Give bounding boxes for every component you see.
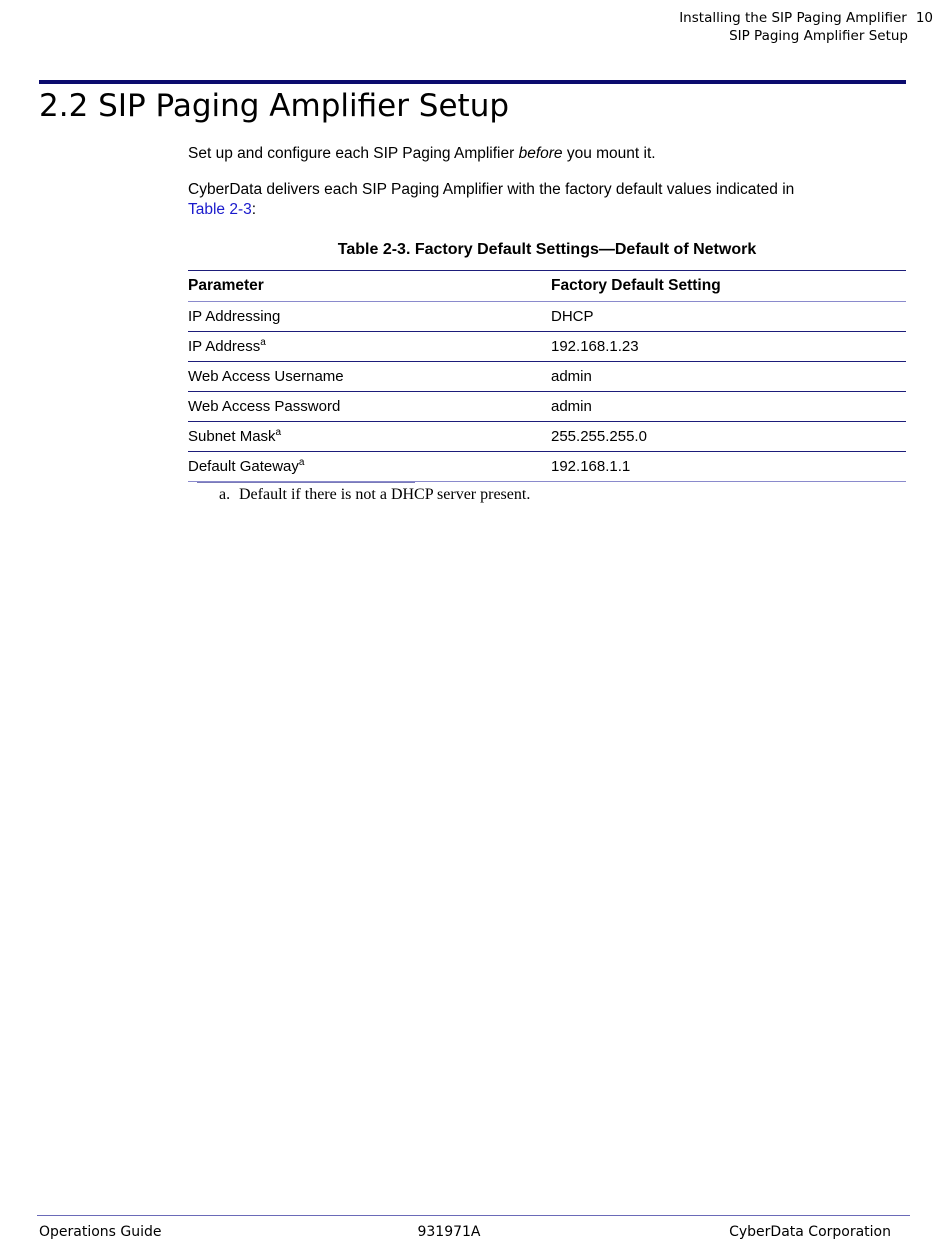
- header-section: SIP Paging Amplifier Setup: [729, 28, 908, 44]
- footer-right: CyberData Corporation: [729, 1224, 891, 1240]
- parameter-cell: [188, 422, 551, 452]
- default-value-cell: 255.255.255.0: [551, 422, 906, 452]
- footnote-mark: a.: [219, 486, 231, 503]
- footer-left: Operations Guide: [39, 1224, 162, 1240]
- parameter-name: Web Access Password: [188, 398, 341, 415]
- parameter-cell: [188, 392, 551, 422]
- top-rule: [39, 80, 906, 84]
- paragraph-1-end: you mount it.: [562, 145, 656, 162]
- parameter-name: Web Access Username: [188, 368, 344, 385]
- paragraph-2: [188, 180, 906, 220]
- paragraph-2-text: CyberData delivers each SIP Paging Amplifier with the factory default values indicated in: [188, 181, 795, 198]
- column-header-default: Factory Default Setting: [551, 271, 906, 302]
- default-value-cell: admin: [551, 392, 906, 422]
- parameter-name: IP Address: [188, 338, 261, 355]
- table-row: [188, 422, 906, 452]
- footer-rule: [37, 1215, 910, 1216]
- header-line-1: [679, 9, 933, 27]
- parameter-cell: [188, 452, 551, 482]
- parameter-name: Default Gateway: [188, 458, 299, 475]
- paragraph-1: [188, 144, 906, 164]
- table-row: [188, 302, 906, 332]
- parameter-cell: [188, 362, 551, 392]
- default-value-cell: 192.168.1.23: [551, 332, 906, 362]
- parameter-name: IP Addressing: [188, 308, 281, 325]
- default-value-cell: 192.168.1.1: [551, 452, 906, 482]
- table-cross-reference-link[interactable]: Table 2-3: [188, 201, 252, 218]
- parameter-cell: [188, 302, 551, 332]
- page-number: 10: [915, 10, 933, 26]
- default-value-cell: DHCP: [551, 302, 906, 332]
- default-value-cell: admin: [551, 362, 906, 392]
- body-text: [188, 144, 906, 220]
- paragraph-1-start: Set up and configure each SIP Paging Amplifier: [188, 145, 519, 162]
- table-row: [188, 332, 906, 362]
- table-caption: Table 2-3. Factory Default Settings—Default of Network: [337, 241, 757, 258]
- footnote-reference: a: [275, 427, 282, 438]
- table-row: [188, 392, 906, 422]
- footnote-text: Default if there is not a DHCP server present.: [239, 486, 531, 503]
- factory-defaults-table: [188, 270, 906, 482]
- paragraph-1-emphasis: before: [518, 145, 563, 162]
- table-body: [188, 302, 906, 482]
- header-chapter: Installing the SIP Paging Amplifier: [679, 10, 907, 26]
- parameter-name: Subnet Mask: [188, 428, 276, 445]
- table-row: [188, 362, 906, 392]
- footnote-reference: a: [298, 457, 305, 468]
- footnote-rule: [197, 482, 415, 483]
- table-header-row: [188, 271, 906, 302]
- running-header: [679, 9, 933, 45]
- section-title: 2.2 SIP Paging Amplifier Setup: [39, 88, 510, 124]
- table-footnote: [219, 485, 530, 505]
- parameter-cell: [188, 332, 551, 362]
- table-row: [188, 452, 906, 482]
- column-header-parameter: Parameter: [188, 271, 551, 302]
- footnote-reference: a: [260, 337, 266, 348]
- footer-center: 931971A: [417, 1224, 481, 1240]
- paragraph-2-end: :: [251, 201, 257, 218]
